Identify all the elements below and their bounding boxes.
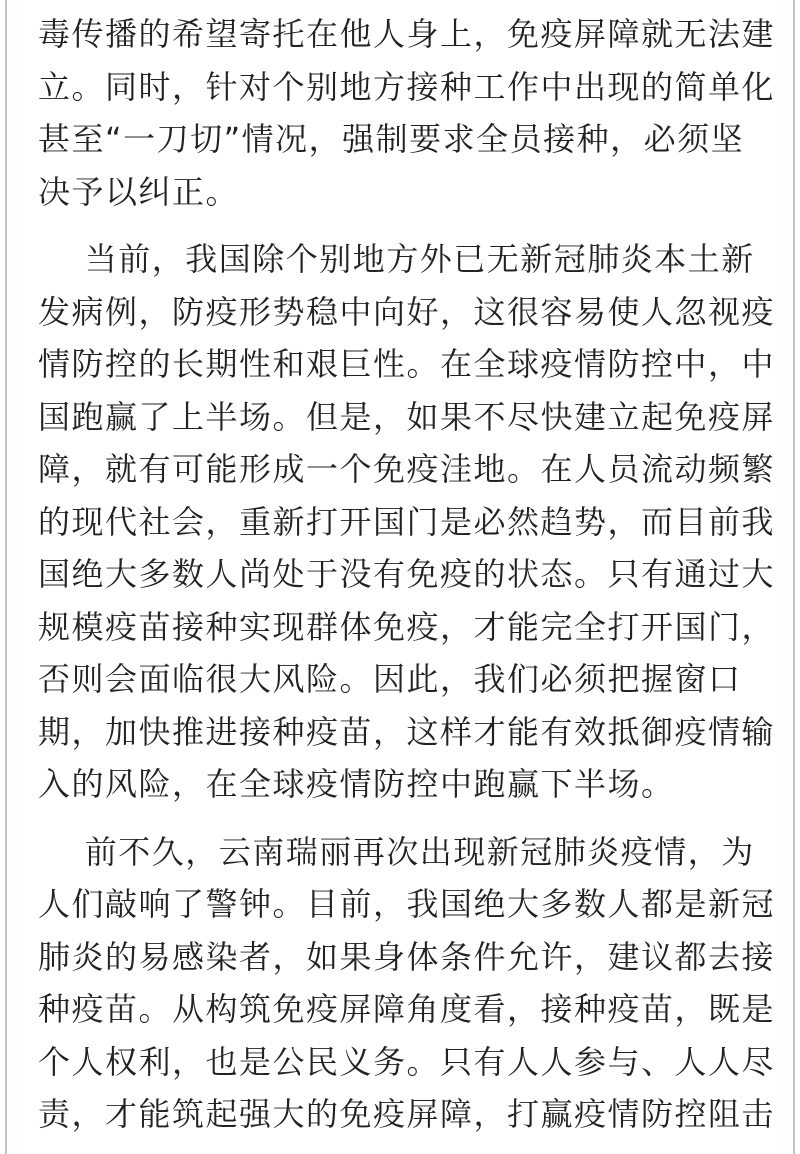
paragraph-ruili-warning: 前不久，云南瑞丽再次出现新冠肺炎疫情，为 人们敲响了警钟。目前，我国绝大多数人都是新冠 肺炎的易感染者，如果身体条件允许，建议都去接 种疫苗。从构筑免疫屏障角度看，接种疫苗，既是 个人权利，也是公民义务。只有人人参与、人人尽 责，才能筑起强大的免疫屏障，打赢疫情防控阻击: [38, 832, 776, 1133]
page-left-border: [5, 0, 7, 1154]
page-right-border: [793, 0, 795, 1154]
paragraph-immunity-barrier: 毒传播的希望寄托在他人身上，免疫屏障就无法建 立。同时，针对个别地方接种工作中出现的简单化 甚至“一刀切”情况，强制要求全员接种，必须坚 决予以纠正。: [38, 15, 776, 211]
paragraph-current-situation: 当前，我国除个别地方外已无新冠肺炎本土新 发病例，防疫形势稳中向好，这很容易使人忽视疫 情防控的长期性和艰巨性。在全球疫情防控中，中 国跑赢了上半场。但是，如果不尽快建立起免疫屏 障，就有可能形成一个免疫洼地。在人员流动频繁 的现代社会，重新打开国门是必然趋势，而目前我 国绝大多数人尚处于没有免疫的状态。只有通过大 规模疫苗接种实现群体免疫，才能完全打开国门， 否则会面临很大风险。因此，我们必须把握窗口 期，加快推进接种疫苗，这样才能有效抵御疫情输 入的风险，在全球疫情防控中跑赢下半场。: [38, 240, 776, 803]
article-body: [38, 8, 776, 1141]
